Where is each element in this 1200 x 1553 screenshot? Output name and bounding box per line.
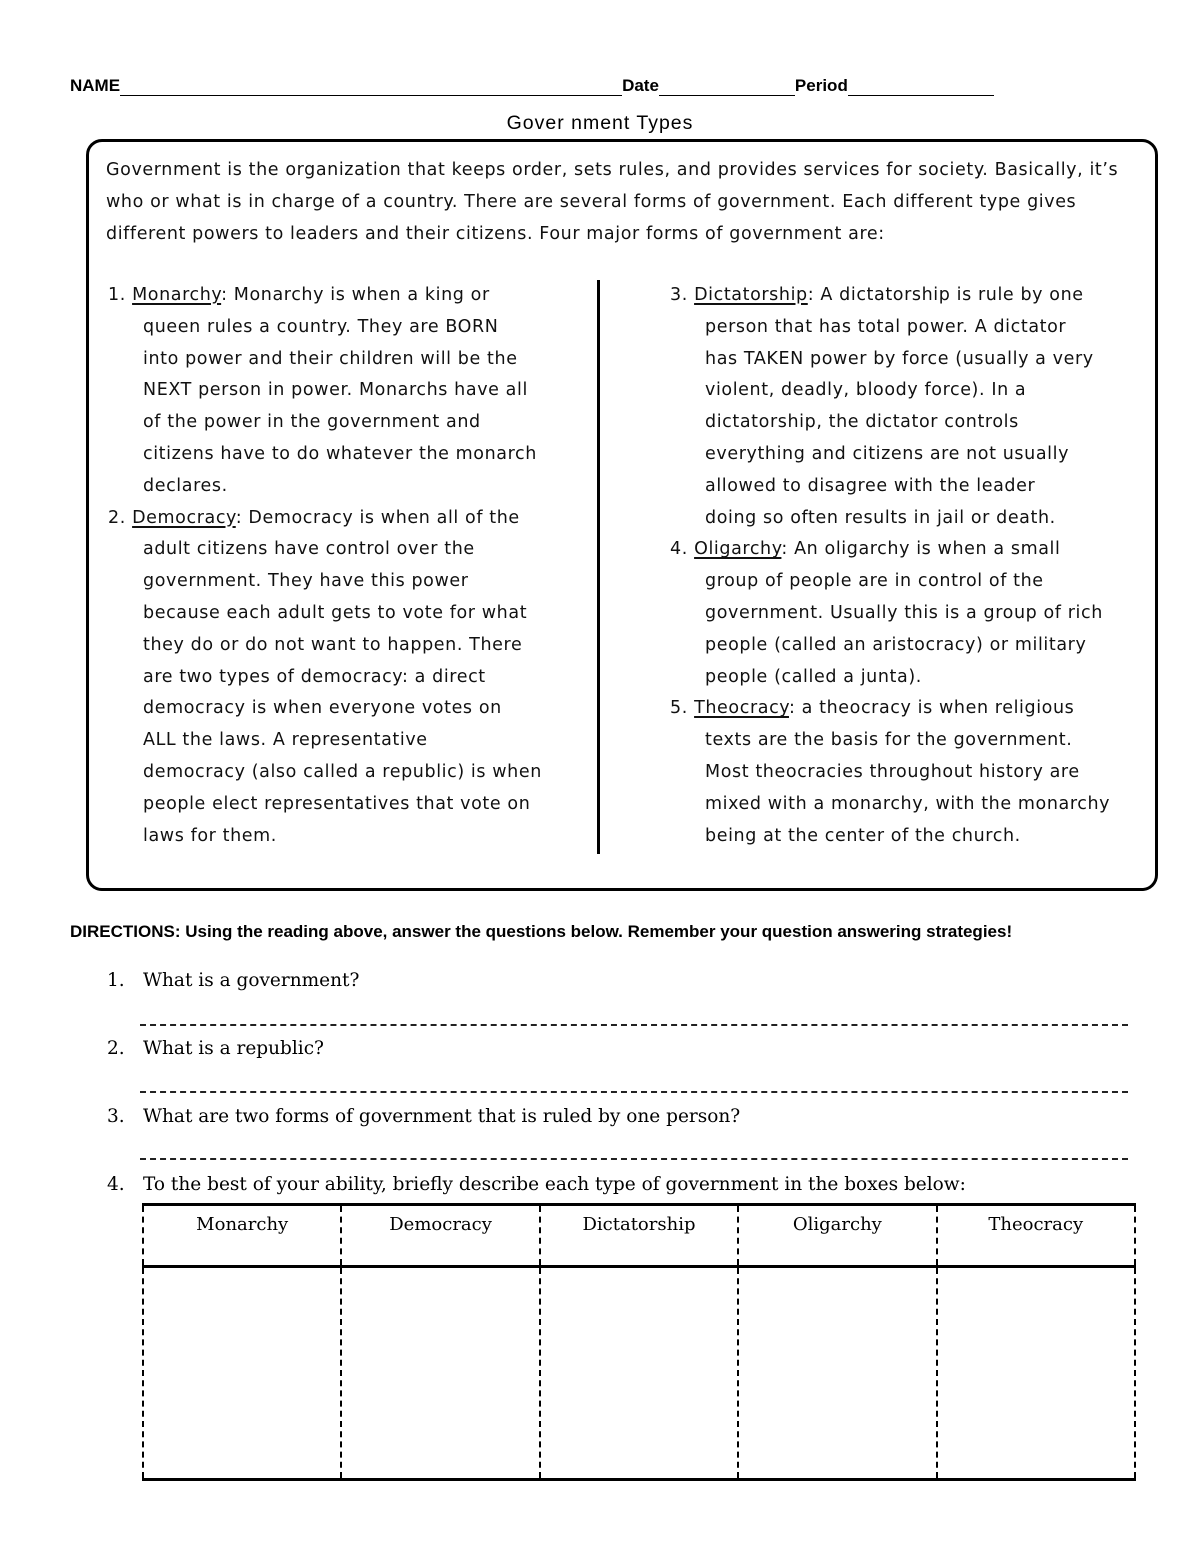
table-answer-row <box>143 1267 1135 1480</box>
question-3 <box>107 1106 740 1127</box>
reading-column-left <box>108 280 578 852</box>
reading-item-democracy <box>108 503 578 853</box>
item-line: person that has total power. A dictator <box>705 316 1067 337</box>
item-text: : A dictatorship is rule by one <box>807 285 1084 305</box>
item-line: government. Usually this is a group of rich <box>705 602 1103 623</box>
item-term: Dictatorship <box>694 285 808 305</box>
item-line: are two types of democracy: a direct <box>143 666 486 687</box>
item-line: people (called an aristocracy) or military <box>705 634 1087 655</box>
item-line: violent, deadly, bloody force). In a <box>705 380 1027 401</box>
item-line: of the power in the government and <box>143 412 481 433</box>
item-line: democracy (also called a republic) is when <box>143 761 542 782</box>
item-text: : Democracy is when all of the <box>235 507 520 528</box>
item-term: Theocracy <box>694 698 789 719</box>
answer-line-2[interactable] <box>140 1091 1128 1093</box>
question-number: 4. <box>107 1174 125 1195</box>
item-line: group of people are in control of the <box>705 571 1044 592</box>
item-number: 3. <box>670 285 688 305</box>
reading-item-monarchy <box>108 280 578 503</box>
date-label: Date <box>622 76 659 95</box>
item-line: doing so often results in jail or death. <box>705 507 1056 528</box>
item-line: being at the center of the church. <box>705 825 1021 846</box>
question-2 <box>107 1038 324 1059</box>
header-dictatorship: Dictatorship <box>540 1205 738 1267</box>
directions-text: DIRECTIONS: Using the reading above, answer the questions below. Remember your question answering strategies! <box>70 922 1013 941</box>
date-field[interactable] <box>659 77 795 96</box>
question-4 <box>107 1174 966 1195</box>
reading-item-dictatorship <box>670 280 1150 534</box>
answer-cell-democracy[interactable] <box>341 1267 539 1480</box>
item-line: allowed to disagree with the leader <box>705 475 1036 496</box>
item-text: : a theocracy is when religious <box>788 698 1075 719</box>
question-1 <box>107 970 359 991</box>
item-line: citizens have to do whatever the monarch <box>143 443 537 464</box>
item-number: 5. <box>670 698 688 719</box>
item-line: they do or do not want to happen. There <box>143 634 523 655</box>
header-theocracy: Theocracy <box>937 1205 1135 1267</box>
item-line: people elect representatives that vote on <box>143 793 531 814</box>
item-term: Democracy <box>132 507 236 528</box>
item-line: dictatorship, the dictator controls <box>705 412 1019 433</box>
column-divider <box>597 280 600 854</box>
question-number: 1. <box>107 970 125 991</box>
item-text: : An oligarchy is when a small <box>781 539 1061 560</box>
answer-cell-theocracy[interactable] <box>937 1267 1135 1480</box>
item-line: everything and citizens are not usually <box>705 443 1070 464</box>
item-line: people (called a junta). <box>705 666 922 687</box>
question-number: 2. <box>107 1038 125 1059</box>
answer-cell-dictatorship[interactable] <box>540 1267 738 1480</box>
item-line: queen rules a country. They are BORN <box>143 316 499 337</box>
student-info-header <box>70 72 1040 96</box>
item-line: government. They have this power <box>143 571 469 592</box>
item-text: : Monarchy is when a king or <box>221 285 490 305</box>
item-line: into power and their children will be the <box>143 348 518 369</box>
question-text: What is a republic? <box>143 1038 324 1059</box>
header-democracy: Democracy <box>341 1205 539 1267</box>
table-header-row <box>143 1205 1135 1267</box>
header-monarchy: Monarchy <box>143 1205 341 1267</box>
question-number: 3. <box>107 1106 125 1127</box>
question-text: What is a government? <box>143 970 360 991</box>
item-line: mixed with a monarchy, with the monarchy <box>705 793 1111 814</box>
name-label: NAME <box>70 76 121 95</box>
answer-cell-monarchy[interactable] <box>143 1267 341 1480</box>
item-line: democracy is when everyone votes on <box>143 698 502 719</box>
item-line: because each adult gets to vote for what <box>143 602 528 623</box>
reading-item-oligarchy <box>670 534 1150 693</box>
item-line: has TAKEN power by force (usually a very <box>705 348 1094 369</box>
item-line: laws for them. <box>143 825 277 846</box>
name-field[interactable] <box>120 77 622 96</box>
question-text: What are two forms of government that is ruled by one person? <box>143 1106 741 1127</box>
reading-column-right <box>670 280 1150 852</box>
answer-line-3[interactable] <box>140 1158 1128 1160</box>
item-line: texts are the basis for the government. <box>705 730 1073 751</box>
item-line: NEXT person in power. Monarchs have all <box>143 380 528 401</box>
item-number: 1. <box>108 285 126 305</box>
reading-intro: Government is the organization that keeps order, sets rules, and provides services for society. Basically, it’s who or what is in charge of a country. There are several forms of government. Each different type gives different powers to leaders and their citizens. Four major forms of government are: <box>106 160 1119 244</box>
government-types-table <box>142 1203 1136 1481</box>
item-line: declares. <box>143 475 228 496</box>
period-label: Period <box>794 76 848 95</box>
item-line: Most theocracies throughout history are <box>705 761 1080 782</box>
item-line: adult citizens have control over the <box>143 539 475 560</box>
header-oligarchy: Oligarchy <box>738 1205 936 1267</box>
item-term: Monarchy <box>132 285 222 305</box>
item-number: 4. <box>670 539 688 560</box>
answer-cell-oligarchy[interactable] <box>738 1267 936 1480</box>
answer-line-1[interactable] <box>140 1024 1128 1026</box>
question-text: To the best of your ability, briefly describe each type of government in the boxes below: <box>143 1174 966 1195</box>
period-field[interactable] <box>848 77 994 96</box>
item-line: ALL the laws. A representative <box>143 730 428 751</box>
page-title: Gover nment Types <box>506 112 694 134</box>
reading-item-theocracy <box>670 693 1150 852</box>
item-term: Oligarchy <box>694 539 782 560</box>
item-number: 2. <box>108 507 126 528</box>
